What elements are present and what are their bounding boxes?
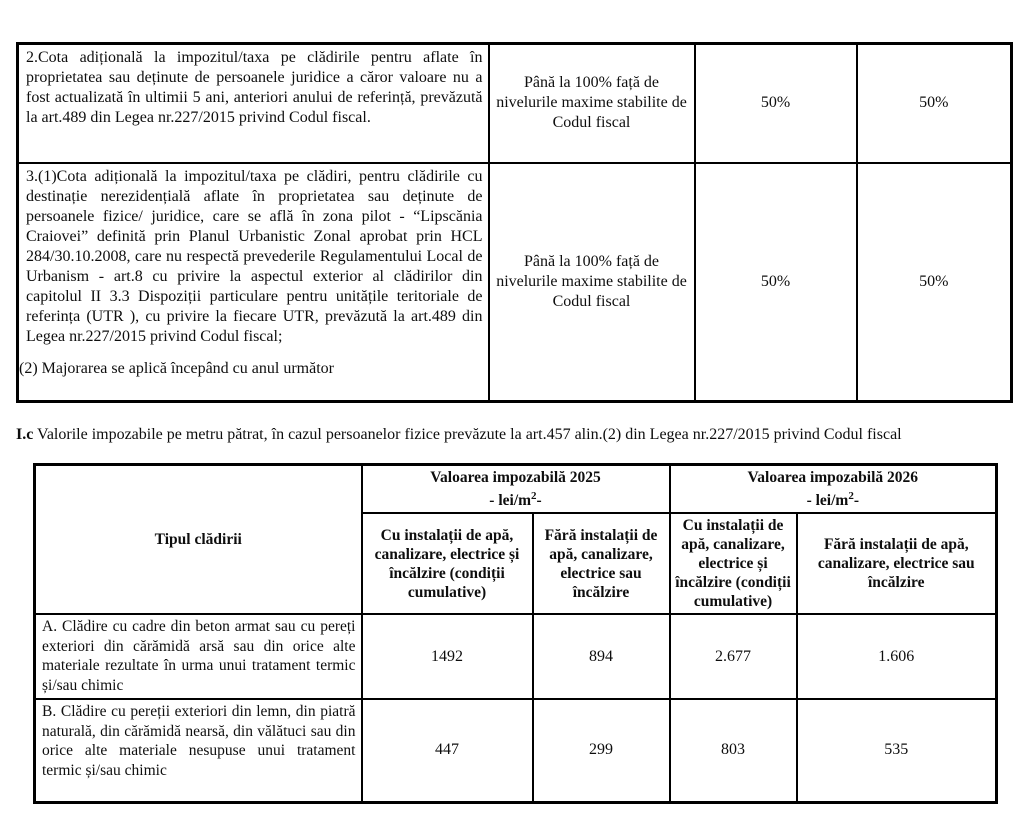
- value-b-2026-with: 803: [670, 699, 797, 802]
- value-b-2026-without: 535: [797, 699, 997, 802]
- table-header-row-groups: [35, 465, 997, 514]
- subheader-with-utilities-2025: Cu instalații de apă, canalizare, electrice și încălzire (condiții cumulative): [362, 513, 533, 614]
- value-a-2026-with: 2.677: [670, 614, 797, 699]
- group-2026-unit: - lei/$m^2-$: [806, 490, 859, 510]
- group-2026-title: Valoarea impozabilă 2026: [747, 469, 919, 486]
- section-caption: [16, 424, 1024, 446]
- row2-description-cell: [18, 44, 489, 163]
- unit-superscript: 2: [848, 490, 854, 502]
- row3-description-cell: [18, 163, 489, 402]
- value-a-2025-without: 894: [533, 614, 670, 699]
- table-row: [18, 163, 1012, 402]
- unit-superscript: 2: [531, 490, 537, 502]
- value-b-2025-without: 299: [533, 699, 670, 802]
- table-row: [18, 44, 1012, 163]
- group-2025-header: [362, 465, 670, 514]
- row2-rate-2025-cell: 50%: [695, 44, 857, 163]
- subheader-without-utilities-2026: Fără instalații de apă, canalizare, electrice sau încălzire: [797, 513, 997, 614]
- building-type-b-description: B. Clădire cu pereții exteriori din lemn, din piatră naturală, din cărămidă nearsă, din vălătuci sau din orice alte materiale nesupuse unui tratament termic și/sau chimic: [35, 699, 362, 802]
- additional-tax-rates-table: [16, 42, 1013, 403]
- row3-rate-2026-cell: 50%: [857, 163, 1012, 402]
- value-b-2025-with: 447: [362, 699, 533, 802]
- row3-rate-2025-cell: 50%: [695, 163, 857, 402]
- table-row-building-type-a: [35, 614, 997, 699]
- row3-limit-cell: Până la 100% față de nivelurile maxime stabilite de Codul fiscal: [489, 163, 695, 402]
- row3-paragraph-1: 3.(1)Cota adițională la impozitul/taxa pe clădiri, pentru clădirile cu destinație nerezidențială aflate în proprietatea sau deținute de persoanele fizice/ juridice, care se află în zona pilot - “Lipscănia Craiovei” definită prin Planul Urbanistic Zonal aprobat prin HCL 284/30.10.2008, care nu respectă prevederile Regulamentului Local de Urbanism - art.8 cu privire la aspectul exterior al clădirilor din capitolul II 3.3 Dispoziții particulare pentru unitățile teritoriale de referința (UTR ), cu privire la fiecare UTR, prevăzută la art.489 din Legea nr.227/2015 privind Codul fiscal;: [26, 167, 483, 345]
- value-a-2025-with: 1492: [362, 614, 533, 699]
- row2-rate-2026-cell: 50%: [857, 44, 1012, 163]
- type-column-header: Tipul clădirii: [35, 465, 362, 615]
- group-2025-title: Valoarea impozabilă 2025: [430, 469, 601, 486]
- subheader-with-utilities-2026: Cu instalații de apă, canalizare, electrice și încălzire (condiții cumulative): [670, 513, 797, 614]
- table-row-building-type-b: [35, 699, 997, 802]
- section-caption-label: I.c: [16, 426, 34, 443]
- value-a-2026-without: 1.606: [797, 614, 997, 699]
- building-type-a-description: A. Clădire cu cadre din beton armat sau cu pereți exteriori din cărămidă arsă sau din orice alte materiale rezultate în urma unui tratament termic și/sau chimic: [35, 614, 362, 699]
- taxable-values-table: [33, 463, 998, 804]
- group-2025-unit: - lei/$m^2-$: [489, 490, 542, 510]
- group-2026-header: [670, 465, 997, 514]
- row3-paragraph-2: (2) Majorarea se aplică începând cu anul următor: [19, 359, 334, 377]
- subheader-without-utilities-2025: Fără instalații de apă, canalizare, electrice sau încălzire: [533, 513, 670, 614]
- row2-description: 2.Cota adițională la impozitul/taxa pe clădirile pentru aflate în proprietatea sau deținute de persoanele juridice a căror valoare nu a fost actualizată în ultimii 5 ani, anteriori anului de referință, prevăzută la art.489 din Legea nr.227/2015 privind Codul fiscal.: [26, 49, 483, 126]
- section-caption-text: Valorile impozabile pe metru pătrat, în cazul persoanelor fizice prevăzute la art.457 alin.(2) din Legea nr.227/2015 privind Codul fiscal: [33, 426, 902, 443]
- row2-limit-cell: Până la 100% față de nivelurile maxime stabilite de Codul fiscal: [489, 44, 695, 163]
